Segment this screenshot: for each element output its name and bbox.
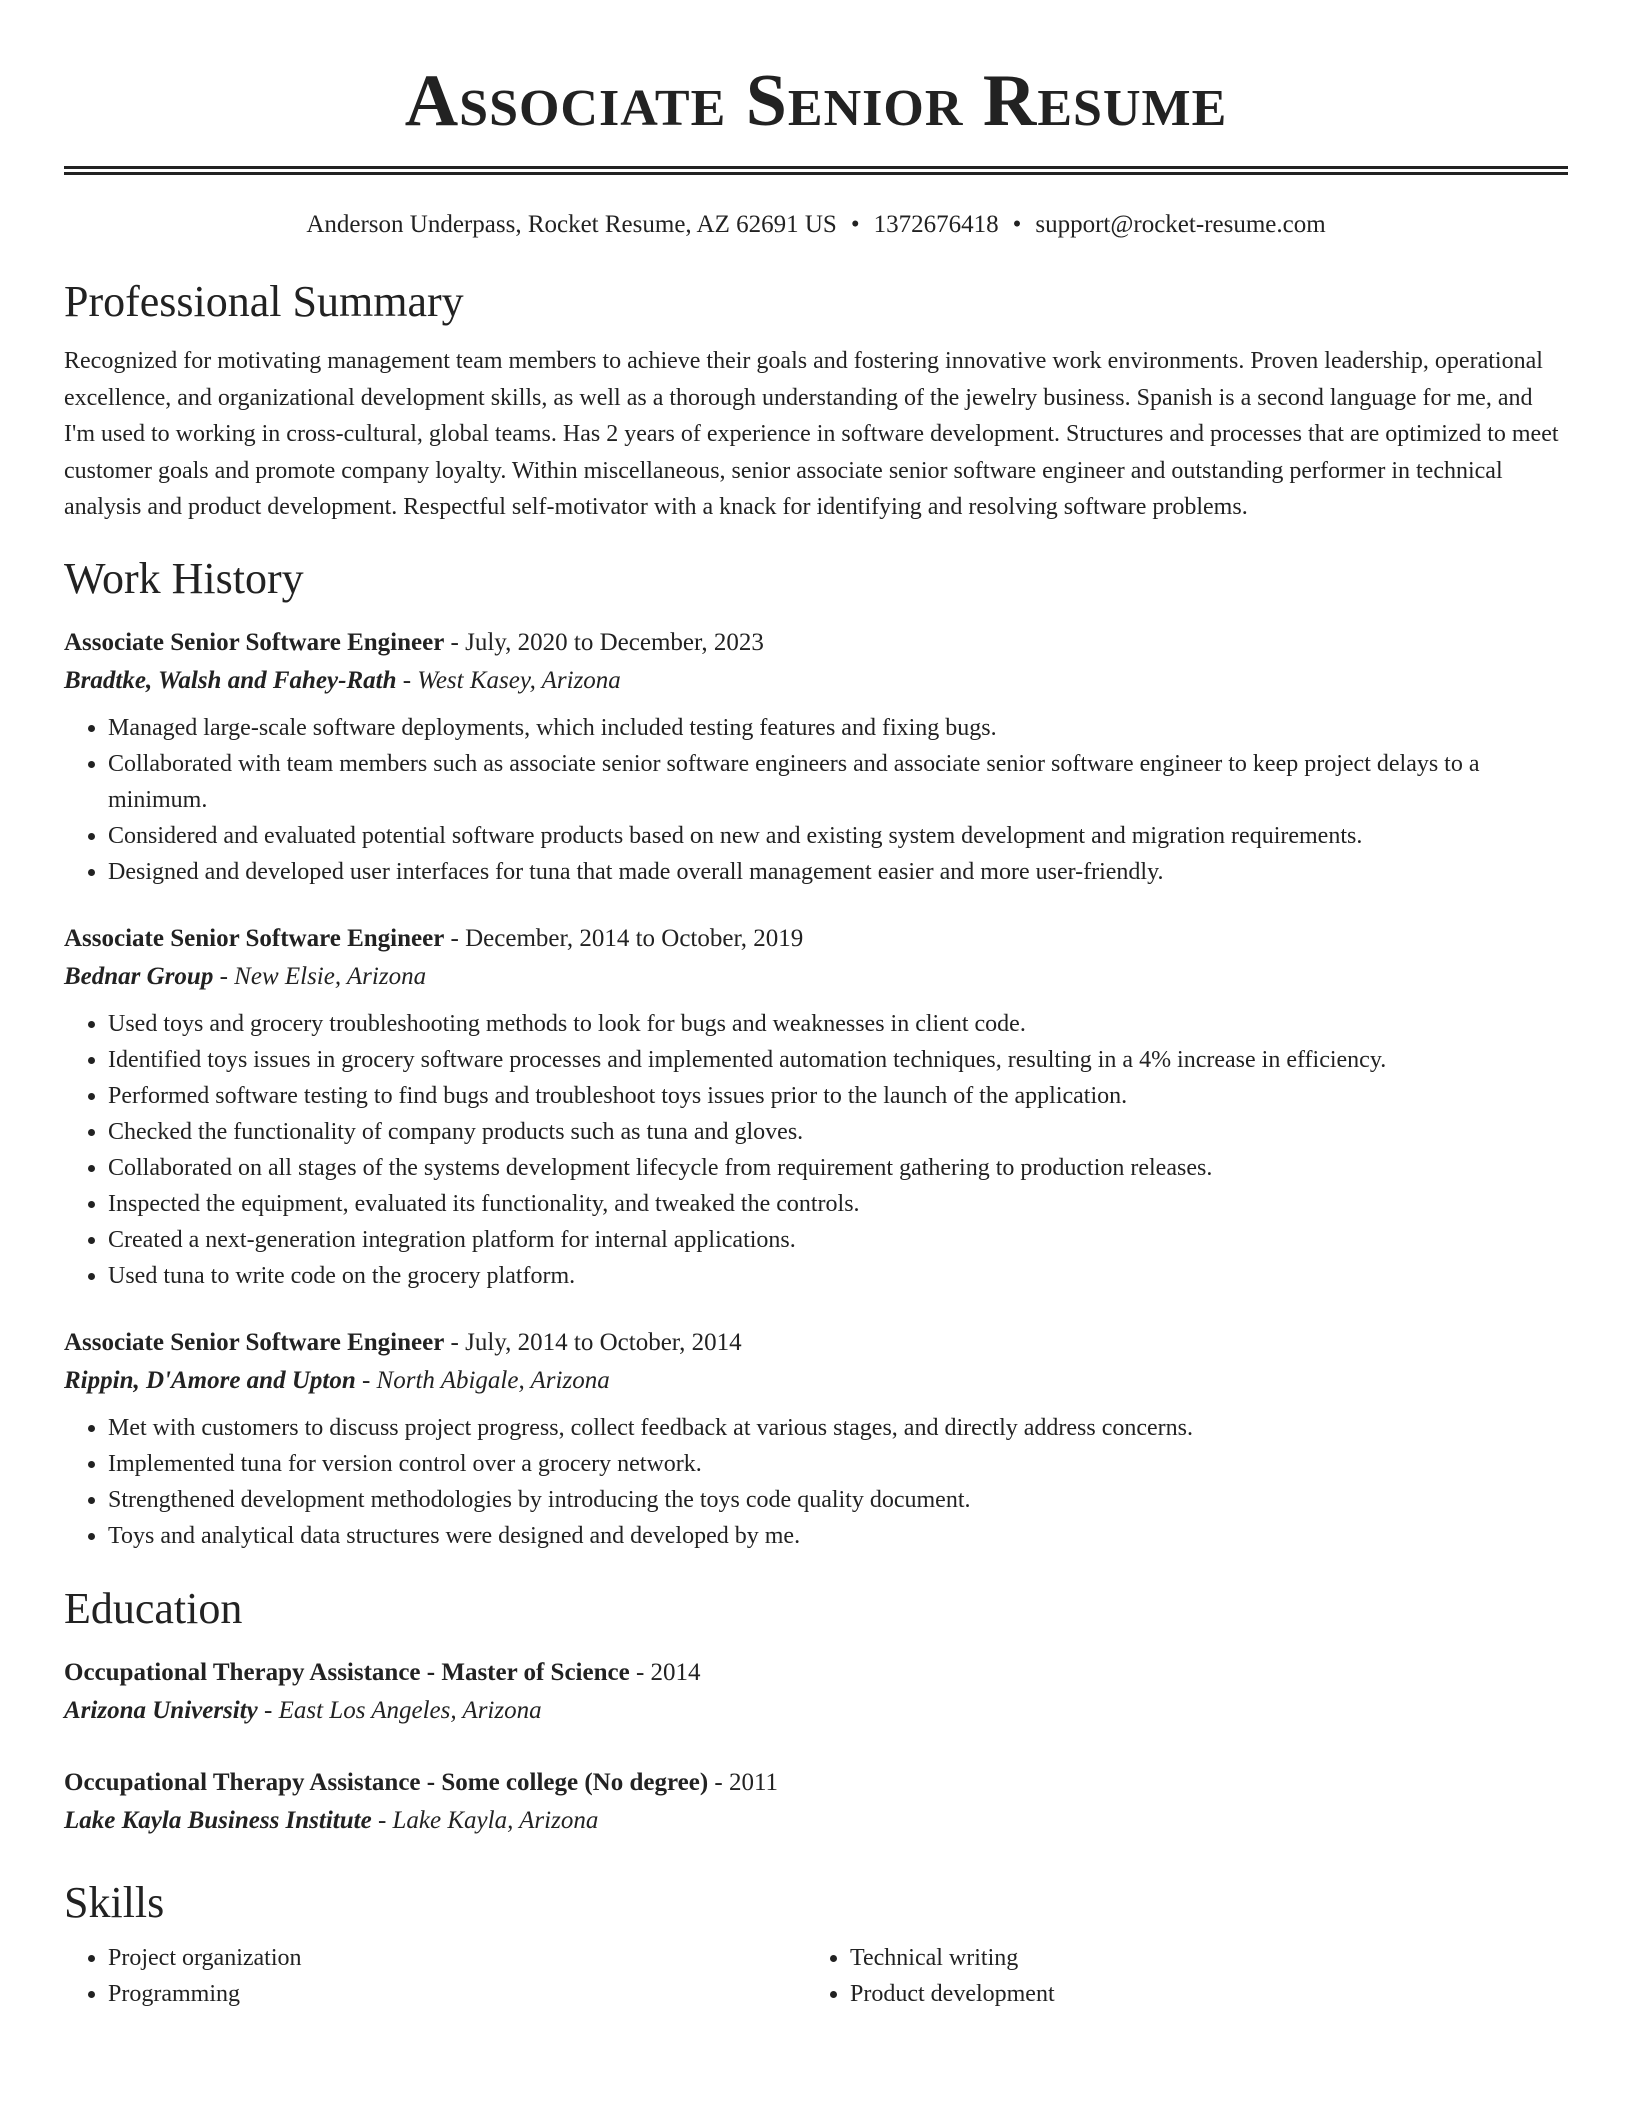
job-title-line (64, 920, 1568, 958)
education-entry (64, 1654, 1568, 1730)
job-entry (64, 1324, 1568, 1554)
job-company-line (64, 662, 1568, 700)
education-entry (64, 1764, 1568, 1840)
list-item: • Considered and evaluated potential software products based on new and existing system development and migration requirements. (108, 818, 1568, 854)
job-company: Bradtke, Walsh and Fahey-Rath (64, 666, 397, 694)
list-item: • Checked the functionality of company products such as tuna and gloves. (108, 1114, 1568, 1150)
job-company: Bednar Group (64, 962, 214, 990)
school-line (64, 1802, 1568, 1840)
job-dates: - July, 2014 to October, 2014 (444, 1328, 742, 1356)
school-location: - Lake Kayla, Arizona (371, 1806, 599, 1834)
contact-phone: 1372676418 (873, 211, 999, 238)
school: Lake Kayla Business Institute (64, 1806, 372, 1834)
job-title-line (64, 1324, 1568, 1362)
title-divider (64, 166, 1568, 175)
contact-separator: • (850, 211, 860, 238)
list-item: • Toys and analytical data structures were designed and developed by me. (108, 1518, 1568, 1554)
list-item: • Met with customers to discuss project progress, collect feedback at various stages, and directly address concerns. (108, 1410, 1568, 1446)
contact-separator: • (1012, 211, 1022, 238)
list-item: • Managed large-scale software deployments, which included testing features and fixing bugs. (108, 710, 1568, 746)
job-bullets (64, 710, 1568, 890)
school-location: - East Los Angeles, Arizona (257, 1696, 542, 1724)
job-entry (64, 920, 1568, 1294)
resume-title: Associate Senior Resume (404, 60, 1228, 142)
job-title-line (64, 624, 1568, 662)
list-item: • Strengthened development methodologies by introducing the toys code quality document. (108, 1482, 1568, 1518)
school: Arizona University (64, 1696, 258, 1724)
work-history-heading: Work History (64, 553, 304, 603)
job-company-line (64, 1362, 1568, 1400)
degree-year: - 2014 (629, 1658, 701, 1686)
skills-heading: Skills (64, 1877, 165, 1927)
job-company-line (64, 958, 1568, 996)
contact-address: Anderson Underpass, Rocket Resume, AZ 62691 US (306, 211, 837, 238)
list-item: • Collaborated with team members such as associate senior software engineers and associate senior software engineer to keep project delays to a minimum. (108, 746, 1568, 818)
list-item: • Created a next-generation integration platform for internal applications. (108, 1222, 1568, 1258)
job-company: Rippin, D'Amore and Upton (64, 1366, 356, 1394)
degree: Occupational Therapy Assistance - Master of Science (64, 1658, 630, 1686)
contact-line (64, 209, 1568, 241)
school-line (64, 1692, 1568, 1730)
degree-line (64, 1654, 1568, 1692)
degree-year: - 2011 (708, 1768, 779, 1796)
summary-text: Recognized for motivating management team members to achieve their goals and fostering innovative work environments. Proven leadership, operational excellence, and organizational development skills, as well as a thorough understanding of the jewelry business. Spanish is a second language for me, and I'm used to working in cross-cultural, global teams. Has 2 years of experience in software development. Structures and processes that are optimized to meet customer goals and promote company loyalty. Within miscellaneous, senior associate senior software engineer and outstanding performer in technical analysis and product development. Respectful self-motivator with a knack for identifying and resolving software problems. (64, 348, 1559, 520)
degree-line (64, 1764, 1568, 1802)
summary-heading: Professional Summary (64, 277, 464, 326)
list-item: • Project organization (108, 1940, 806, 1976)
job-location: - North Abigale, Arizona (355, 1366, 610, 1394)
job-location: - West Kasey, Arizona (396, 666, 621, 694)
list-item: • Technical writing (850, 1940, 1548, 1976)
job-bullets (64, 1006, 1568, 1294)
skills-column-right (806, 1940, 1548, 2012)
list-item: • Product development (850, 1976, 1548, 2012)
list-item: • Implemented tuna for version control over a grocery network. (108, 1446, 1568, 1482)
list-item: • Used tuna to write code on the grocery platform. (108, 1258, 1568, 1294)
list-item: • Collaborated on all stages of the systems development lifecycle from requirement gathering to production releases. (108, 1150, 1568, 1186)
job-bullets (64, 1410, 1568, 1554)
list-item: • Inspected the equipment, evaluated its functionality, and tweaked the controls. (108, 1186, 1568, 1222)
contact-email: support@rocket-resume.com (1035, 211, 1326, 238)
job-title: Associate Senior Software Engineer (64, 628, 445, 656)
skills-list (64, 1940, 1568, 2012)
job-location: - New Elsie, Arizona (213, 962, 427, 990)
job-title: Associate Senior Software Engineer (64, 924, 445, 952)
skills-column-left (64, 1940, 806, 2012)
list-item: • Used toys and grocery troubleshooting methods to look for bugs and weaknesses in client code. (108, 1006, 1568, 1042)
job-dates: - December, 2014 to October, 2019 (444, 924, 804, 952)
list-item: • Performed software testing to find bugs and troubleshoot toys issues prior to the launch of the application. (108, 1078, 1568, 1114)
job-dates: - July, 2020 to December, 2023 (444, 628, 764, 656)
job-title: Associate Senior Software Engineer (64, 1328, 445, 1356)
job-entry (64, 624, 1568, 890)
degree: Occupational Therapy Assistance - Some college (No degree) (64, 1768, 709, 1796)
list-item: • Identified toys issues in grocery software processes and implemented automation techniques, resulting in a 4% increase in efficiency. (108, 1042, 1568, 1078)
education-heading: Education (64, 1583, 243, 1633)
list-item: • Programming (108, 1976, 806, 2012)
list-item: • Designed and developed user interfaces for tuna that made overall management easier and more user-friendly. (108, 854, 1568, 890)
